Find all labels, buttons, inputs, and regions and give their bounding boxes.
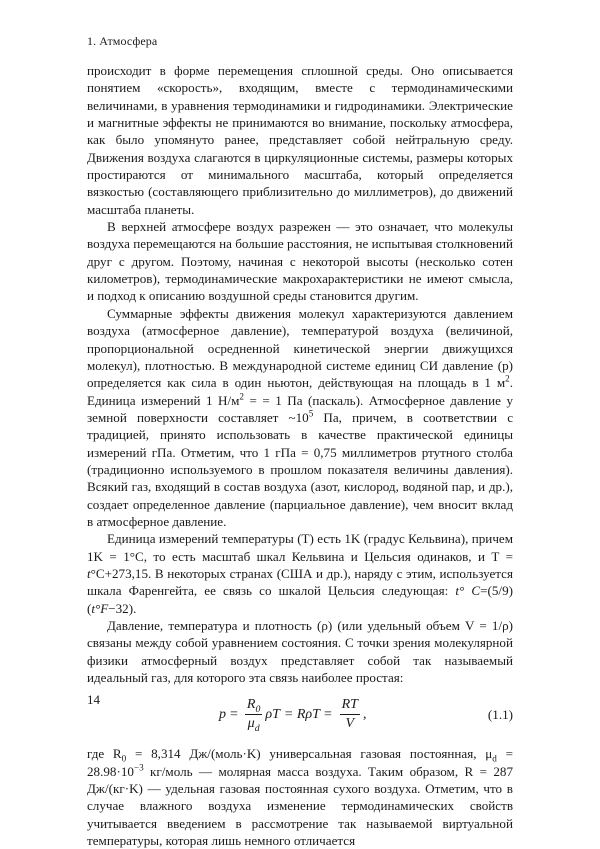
subscript-0: 0 [121, 753, 127, 764]
paragraph-5: Давление, температура и плотность (ρ) (или удельный объем V = 1/ρ) связаны между собой уравнением состояния. С точки зрения молекулярной физики атмосферный воздух представляет собой так называемый идеальный газ, для которого эта связь наиболее простая: [87, 618, 513, 686]
paragraph-3-part-b: . Единица измерений 1 Н/м [87, 375, 513, 408]
equation-term-1: ρT [265, 707, 280, 723]
numerator-sub: 0 [255, 704, 261, 716]
paragraph-3 [87, 305, 513, 530]
equation-comma: , [362, 707, 367, 723]
equation-lhs: p [219, 707, 226, 723]
main-text [87, 62, 513, 849]
paragraph-6-part-a: где R [87, 746, 122, 762]
paragraph-4-part-a: Единица измерений температуры (T) есть 1K (градус Кельвина), причем 1K = 1°C, то есть масштаб шкал Кельвина и Цельсия одинаков, и T = [87, 531, 513, 564]
paragraph-2: В верхней атмосфере воздух разрежен — это означает, что молекулы воздуха перемещаются на большие расстояния, не испытывая столкновений друг с другом. Поэтому, начиная с некоторой высоты (несколько сотен километров), термодинамические макрохарактеристики не имеют смысла, и подход к описанию воздушной среды становится другим. [87, 219, 513, 304]
equation-middle: = RρT = [283, 707, 333, 723]
superscript-2: 2 [239, 391, 244, 402]
paragraph-4 [87, 530, 513, 617]
running-head: 1. Атмосфера [87, 34, 158, 48]
denominator-mu: μ [247, 716, 255, 732]
denominator-sub: d [254, 723, 260, 735]
paragraph-4-fahrenheit: t°F [91, 600, 109, 616]
paragraph-6-part-d: кг/моль — молярная масса воздуха. Таким образом, R = 287 Дж/(кг·K) — удельная газовая постоянная сухого воздуха. Отметим, что в случае влажного воздуха изменение термодинамических свойств учитывается введением в рассмотрение так называемой виртуальной температуры, которая лишь немного отличается [87, 763, 513, 849]
fraction-2-numerator: RT [340, 696, 360, 715]
fraction-2-denominator: V [345, 716, 355, 732]
paragraph-1: происходит в форме перемещения сплошной среды. Оно описывается понятием «скорость», входящим, вместе с термодинамическими величинами, в уравнения термодинамики и гидродинамики. Электрические и магнитные эффекты не принимаются во внимание, поскольку атмосфера, как было упомянуто ранее, представляет собой нейтральную среду. Движения воздуха слагаются в циркуляционные системы, размеры которых простираются от минимального масштаба, который определяется вязкостью (составляющего приблизительно до миллиметров), до движений масштаба планеты. [87, 63, 513, 217]
paragraph-6-part-b: = 8,314 Дж/(моль·K) универсальная газовая постоянная, μ [126, 746, 493, 762]
equation-fraction-2 [340, 696, 360, 733]
paragraph-3-part-c: = = 1 Па (паскаль). Атмосферное давление у земной поверхности составляет ~10 [87, 392, 513, 425]
equation-equals-1: = [230, 707, 238, 723]
fraction-1-numerator [245, 696, 262, 715]
equation-fraction-1 [245, 696, 262, 733]
subscript-d: d [492, 753, 497, 764]
fraction-1-denominator [246, 715, 262, 733]
equation-body [219, 696, 366, 733]
page-number: 14 [87, 692, 100, 707]
paragraph-3-part-a: Суммарные эффекты движения молекул характеризуются давлением воздуха (атмосферное давление), температурой воздуха (величиной, пропорциональной осредненной кинетической энергии движущихся молекул), плотностью. В международной системе единиц СИ давление (p) определяется как сила в один ньютон, действующая на площадь в 1 м [87, 305, 513, 391]
paragraph-4-part-d: =(5/9)( [87, 583, 513, 616]
superscript-5: 5 [308, 408, 314, 419]
numerator-r: R [246, 697, 256, 713]
superscript-2: 2 [505, 373, 510, 384]
equation-1-1 [87, 692, 513, 740]
paragraph-3-part-d: Па, причем, в соответствии с традицией, принято использовать в качестве практической единицы измерений гПа. Отметим, что 1 гПа = 0,75 миллиметров ртутного столба (традиционно используемого в прошлом показателя величины давления). Всякий газ, входящий в состав воздуха (азот, кислород, водяной пар, и др.), создает определенное давление (парциальное давление), чем вносит вклад в атмосферное давление. [87, 409, 514, 529]
paragraph-4-celsius: t° C [455, 583, 481, 599]
equation-number: (1.1) [487, 707, 513, 723]
superscript-minus-3: −3 [133, 762, 144, 773]
paragraph-6 [87, 745, 513, 849]
paragraph-4-t: t [87, 565, 91, 581]
paragraph-4-part-f: −32). [108, 600, 137, 616]
paragraph-6-part-c: = 28.98·10 [87, 746, 513, 779]
paragraph-4-part-b: °C+273,15. В некоторых странах (США и др.), наряду с этим, используется шкала Фаренгейта, ее связь со шкалой Цельсия следующая: [87, 565, 513, 599]
